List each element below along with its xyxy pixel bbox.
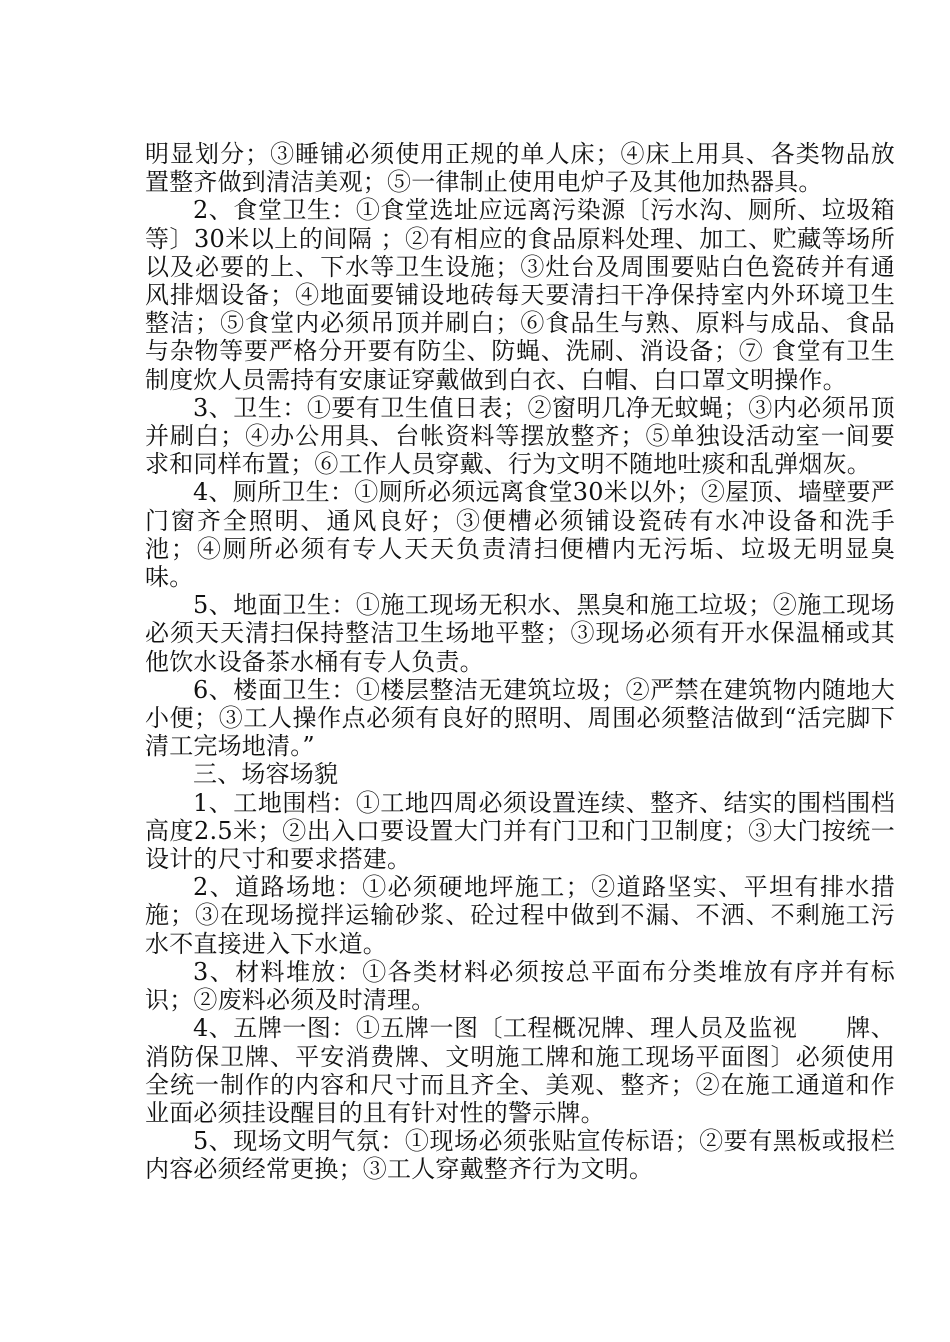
paragraph-toilet-hygiene: 4、厕所卫生：①厕所必须远离食堂30米以外；②屋顶、墙壁要严门窗齐全照明、通风良好；③便槽必须铺设瓷砖有水冲设备和洗手池；④厕所必须有专人天天负责清扫便槽内无污垢、垃圾无明显臭味。	[145, 478, 895, 592]
section-heading-site-appearance: 三、场容场貌	[193, 760, 339, 789]
paragraph-floor-hygiene: 6、楼面卫生：①楼层整洁无建筑垃圾；②严禁在建筑物内随地大小便；③工人操作点必须有良好的照明、周围必须整洁做到“活完脚下清工完场地清。”	[145, 675, 895, 761]
paragraph-civilized-atmosphere: 5、现场文明气氛：①现场必须张贴宣传标语；②要有黑板或报栏内容必须经常更换；③工人穿戴整齐行为文明。	[145, 1127, 895, 1184]
paragraph-roads: 2、道路场地：①必须硬地坪施工；②道路坚实、平坦有排水措施；③在现场搅拌运输砂浆、砼过程中做到不漏、不洒、不剩施工污水不直接进入下水道。	[145, 873, 895, 958]
paragraph-hygiene: 3、卫生：①要有卫生值日表；②窗明几净无蚊蝇；③内必须吊顶并刷白；④办公用具、台帐资料等摆放整齐；⑤单独设活动室一间要求和同样布置；⑥工作人员穿戴、行为文明不随地吐痰和乱弹烟灰。	[145, 393, 895, 479]
document-body	[145, 140, 895, 1184]
paragraph-dormitory-continued: 明显划分；③睡铺必须使用正规的单人床；④床上用具、各类物品放置整齐做到清洁美观；⑤一律制止使用电炉子及其他加热器具。	[145, 140, 895, 197]
paragraph-canteen-hygiene: 2、食堂卫生：①食堂选址应远离污染源〔污水沟、厕所、垃圾箱等〕30米以上的间隔 ；②有相应的食品原料处理、加工、贮藏等场所以及必要的上、下水等卫生设施；③灶台及周围要贴白色瓷砖并有通风排烟设备；④地面要铺设地砖每天要清扫干净保持室内外环境卫生整洁；⑤食堂内必须吊顶并刷白；⑥食品生与熟、原料与成品、食品与杂物等要严格分开要有防尘、防蝇、洗刷、消设备；⑦ 食堂有卫生制度炊人员需持有安康证穿戴做到白衣、白帽、白口罩文明操作。	[145, 196, 895, 394]
paragraph-ground-hygiene: 5、地面卫生：①施工现场无积水、黑臭和施工垃圾；②施工现场必须天天清扫保持整洁卫生场地平整；③现场必须有开水保温桶或其他饮水设备茶水桶有专人负责。	[145, 591, 895, 676]
paragraph-site-fence: 1、工地围档：①工地四周必须设置连续、整齐、结实的围档围档高度2.5米；②出入口要设置大门并有门卫和门卫制度；③大门按统一设计的尺寸和要求搭建。	[145, 788, 895, 874]
paragraph-five-signs-one-map: 4、五牌一图：①五牌一图〔工程概况牌、理人员及监视 牌、消防保卫牌、平安消费牌、文明施工牌和施工现场平面图〕必须使用全统一制作的内容和尺寸而且齐全、美观、整齐；②在施工通道和作业面必须挂设醒目的且有针对性的警示牌。	[145, 1014, 895, 1127]
paragraph-material-storage: 3、材料堆放：①各类材料必须按总平面布分类堆放有序并有标识；②废料必须及时清理。	[145, 957, 895, 1015]
